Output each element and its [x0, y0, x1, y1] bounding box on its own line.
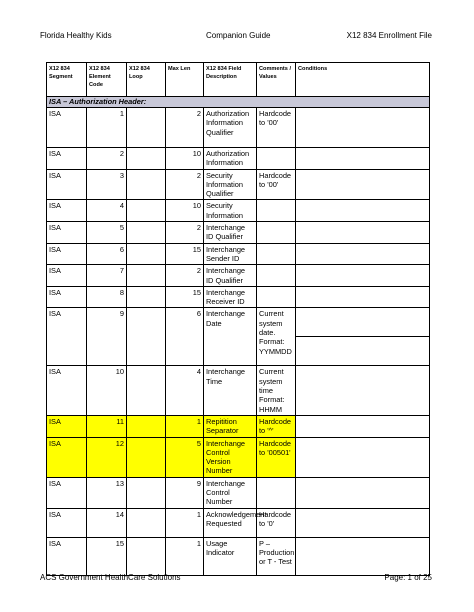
col-header-comments: Comments / Values: [257, 63, 296, 97]
cell-maxlen: 1: [166, 537, 204, 575]
cell-element: 2: [87, 148, 127, 170]
cell-conditions: [296, 286, 430, 308]
cell-conditions: [296, 308, 430, 366]
cell-maxlen: 2: [166, 222, 204, 244]
cell-comments: [257, 222, 296, 244]
cell-description: Security Information: [204, 200, 257, 222]
cell-element: 1: [87, 108, 127, 148]
cell-element: 4: [87, 200, 127, 222]
cell-segment: ISA: [47, 148, 87, 170]
cell-element: 6: [87, 243, 127, 265]
cell-element: 13: [87, 477, 127, 508]
cell-maxlen: 2: [166, 108, 204, 148]
cell-loop: [127, 243, 166, 265]
cell-conditions: [296, 477, 430, 508]
cell-element: 10: [87, 366, 127, 415]
col-header-segment: X12 834 Segment: [47, 63, 87, 97]
header-left: Florida Healthy Kids: [40, 31, 112, 40]
cell-conditions: [296, 108, 430, 148]
cell-segment: ISA: [47, 286, 87, 308]
cell-conditions: [296, 415, 430, 437]
cell-element: 3: [87, 169, 127, 200]
cell-element: 7: [87, 265, 127, 287]
footer-page-number: Page: 1 of 25: [384, 573, 432, 582]
cell-segment: ISA: [47, 477, 87, 508]
col-header-loop: X12 834 Loop: [127, 63, 166, 97]
cell-segment: ISA: [47, 308, 87, 366]
cell-loop: [127, 169, 166, 200]
cell-segment: ISA: [47, 415, 87, 437]
cell-maxlen: 10: [166, 148, 204, 170]
cell-description: Authorization Information Qualifier: [204, 108, 257, 148]
table-row: [47, 415, 430, 437]
cell-comments: [257, 243, 296, 265]
cell-description: Interchange Control Version Number: [204, 437, 257, 477]
cell-maxlen: 6: [166, 308, 204, 366]
cell-description: Security Information Qualifier: [204, 169, 257, 200]
cell-segment: ISA: [47, 265, 87, 287]
table-row: [47, 243, 430, 265]
cell-comments: [257, 200, 296, 222]
cell-maxlen: 15: [166, 243, 204, 265]
cell-conditions: [296, 148, 430, 170]
cell-description: Interchange ID Qualifier: [204, 222, 257, 244]
table-row: [47, 437, 430, 477]
cell-loop: [127, 437, 166, 477]
footer-left: ACS Government HealthCare Solutions: [40, 573, 181, 582]
cell-comments: [257, 265, 296, 287]
cell-segment: ISA: [47, 366, 87, 415]
table-row: [47, 508, 430, 537]
table-row: [47, 537, 430, 575]
table-row: [47, 265, 430, 287]
header-center: Companion Guide: [206, 31, 271, 40]
cell-segment: ISA: [47, 200, 87, 222]
cell-element: 14: [87, 508, 127, 537]
cell-comments: Current system date. Format: YYMMDD: [257, 308, 296, 366]
cell-loop: [127, 366, 166, 415]
field-spec-table: [46, 62, 430, 576]
cell-conditions: [296, 508, 430, 537]
cell-comments: Current system time Format: HHMM: [257, 366, 296, 415]
table-row: [47, 169, 430, 200]
cell-loop: [127, 537, 166, 575]
cell-segment: ISA: [47, 508, 87, 537]
cell-conditions: [296, 366, 430, 415]
cell-comments: Hardcode to '^': [257, 415, 296, 437]
cell-loop: [127, 308, 166, 366]
cell-description: Interchange Sender ID: [204, 243, 257, 265]
table-row: [47, 200, 430, 222]
table-header-row: [47, 63, 430, 97]
header-right: X12 834 Enrollment File: [346, 31, 432, 40]
cell-comments: [257, 286, 296, 308]
cell-loop: [127, 265, 166, 287]
cell-comments: P – Production or T - Test: [257, 537, 296, 575]
cell-element: 15: [87, 537, 127, 575]
cell-maxlen: 1: [166, 415, 204, 437]
table-row: [47, 148, 430, 170]
cell-description: Interchange Receiver ID: [204, 286, 257, 308]
section-row: [47, 97, 430, 108]
cell-comments: Hardcode to '00': [257, 108, 296, 148]
cell-loop: [127, 108, 166, 148]
cell-comments: Hardcode to '0': [257, 508, 296, 537]
conditions-subcell: [296, 337, 429, 365]
col-header-maxlen: Max Len: [166, 63, 204, 97]
cell-loop: [127, 477, 166, 508]
cell-description: Usage Indicator: [204, 537, 257, 575]
table-row: [47, 108, 430, 148]
cell-conditions: [296, 169, 430, 200]
cell-element: 12: [87, 437, 127, 477]
cell-element: 11: [87, 415, 127, 437]
table-row: [47, 222, 430, 244]
section-title: ISA – Authorization Header:: [47, 97, 430, 108]
cell-maxlen: 2: [166, 169, 204, 200]
cell-maxlen: 9: [166, 477, 204, 508]
cell-loop: [127, 286, 166, 308]
cell-conditions: [296, 437, 430, 477]
conditions-subcell: [296, 308, 429, 337]
cell-loop: [127, 415, 166, 437]
cell-maxlen: 1: [166, 508, 204, 537]
cell-description: Interchange ID Qualifier: [204, 265, 257, 287]
cell-segment: ISA: [47, 169, 87, 200]
cell-comments: Hardcode to '00501': [257, 437, 296, 477]
cell-element: 9: [87, 308, 127, 366]
cell-loop: [127, 148, 166, 170]
cell-element: 5: [87, 222, 127, 244]
cell-conditions: [296, 265, 430, 287]
table-row: [47, 286, 430, 308]
page-footer: [40, 573, 432, 585]
cell-segment: ISA: [47, 108, 87, 148]
col-header-conditions: Conditions: [296, 63, 430, 97]
cell-conditions: [296, 537, 430, 575]
cell-description: Interchange Control Number: [204, 477, 257, 508]
cell-maxlen: 2: [166, 265, 204, 287]
cell-maxlen: 15: [166, 286, 204, 308]
conditions-split: [296, 308, 429, 365]
cell-description: Interchange Time: [204, 366, 257, 415]
cell-element: 8: [87, 286, 127, 308]
cell-conditions: [296, 222, 430, 244]
cell-loop: [127, 222, 166, 244]
table-row: [47, 366, 430, 415]
cell-description: Interchange Date: [204, 308, 257, 366]
col-header-description: X12 834 Field Description: [204, 63, 257, 97]
cell-segment: ISA: [47, 243, 87, 265]
cell-segment: ISA: [47, 437, 87, 477]
cell-maxlen: 5: [166, 437, 204, 477]
cell-comments: Hardcode to '00': [257, 169, 296, 200]
cell-conditions: [296, 243, 430, 265]
cell-loop: [127, 200, 166, 222]
cell-conditions: [296, 200, 430, 222]
cell-segment: ISA: [47, 537, 87, 575]
cell-description: Repitition Separator: [204, 415, 257, 437]
table-row: [47, 477, 430, 508]
cell-loop: [127, 508, 166, 537]
cell-description: Acknowledgement Requested: [204, 508, 257, 537]
cell-description: Authorization Information: [204, 148, 257, 170]
cell-comments: [257, 477, 296, 508]
table-row: [47, 308, 430, 366]
cell-maxlen: 4: [166, 366, 204, 415]
cell-comments: [257, 148, 296, 170]
col-header-element: X12 834 Element Code: [87, 63, 127, 97]
cell-maxlen: 10: [166, 200, 204, 222]
page-header: [40, 31, 432, 43]
cell-segment: ISA: [47, 222, 87, 244]
